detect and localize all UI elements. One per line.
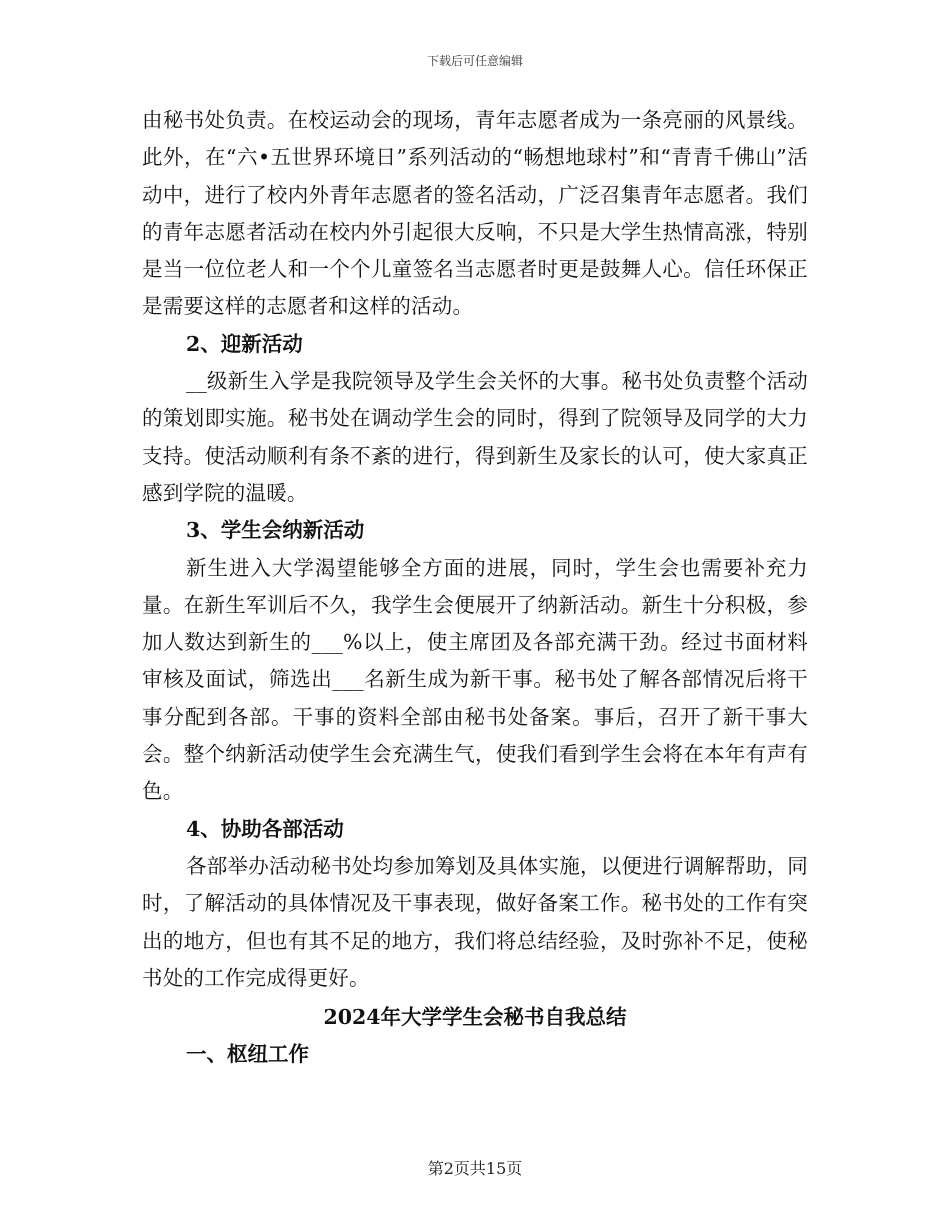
document-title: 2024年大学学生会秘书自我总结 [323,1005,627,1030]
heading-assist-departments: 4、协助各部活动 [186,816,344,841]
heading-welcome-activity: 2、迎新活动 [186,331,303,356]
paragraph-recruitment: 新生进入大学渴望能够全方面的进展，同时，学生会也需要补充力量。在新生军训后不久，我学生会便展开了纳新活动。新生十分积极，参加人数达到新生的___%以上，使主席团及各部充满干劲。经过书面材料审核及面试，筛选出___名新生成为新干事。秘书处了解各部情况后将干事分配到各部。干事的资料全部由秘书处备案。事后，召开了新干事大会。整个纳新活动使学生会充满生气，使我们看到学生会将在本年有声有色。 [142,555,808,804]
heading-hub-work: 一、枢纽工作 [186,1042,309,1067]
page-footer: 第2页共15页 [427,1159,523,1178]
heading-recruitment: 3、学生会纳新活动 [186,518,365,543]
document-body [142,102,808,1074]
paragraph-assist-departments: 各部举办活动秘书处均参加筹划及具体实施，以便进行调解帮助，同时，了解活动的具体情况及干事表现，做好备案工作。秘书处的工作有突出的地方，但也有其不足的地方，我们将总结经验，及时弥补不足，使秘书处的工作完成得更好。 [142,853,808,990]
paragraph-welcome-activity: __级新生入学是我院领导及学生会关怀的大事。秘书处负责整个活动的策划即实施。秘书处在调动学生会的同时，得到了院领导及同学的大力支持。使活动顺利有条不紊的进行，得到新生及家长的认可，使大家真正感到学院的温暖。 [142,369,808,505]
page-header: 下载后可任意编辑 [426,54,523,68]
paragraph-volunteers: 由秘书处负责。在校运动会的现场，青年志愿者成为一条亮丽的风景线。此外，在“六•五世界环境日”系列活动的“畅想地球村”和“青青千佛山”活动中，进行了校内外青年志愿者的签名活动，广泛召集青年志愿者。我们的青年志愿者活动在校内外引起很大反响，不只是大学生热情高涨，特别是当一位位老人和一个个儿童签名当志愿者时更是鼓舞人心。信任环保正是需要这样的志愿者和这样的活动。 [142,108,808,319]
